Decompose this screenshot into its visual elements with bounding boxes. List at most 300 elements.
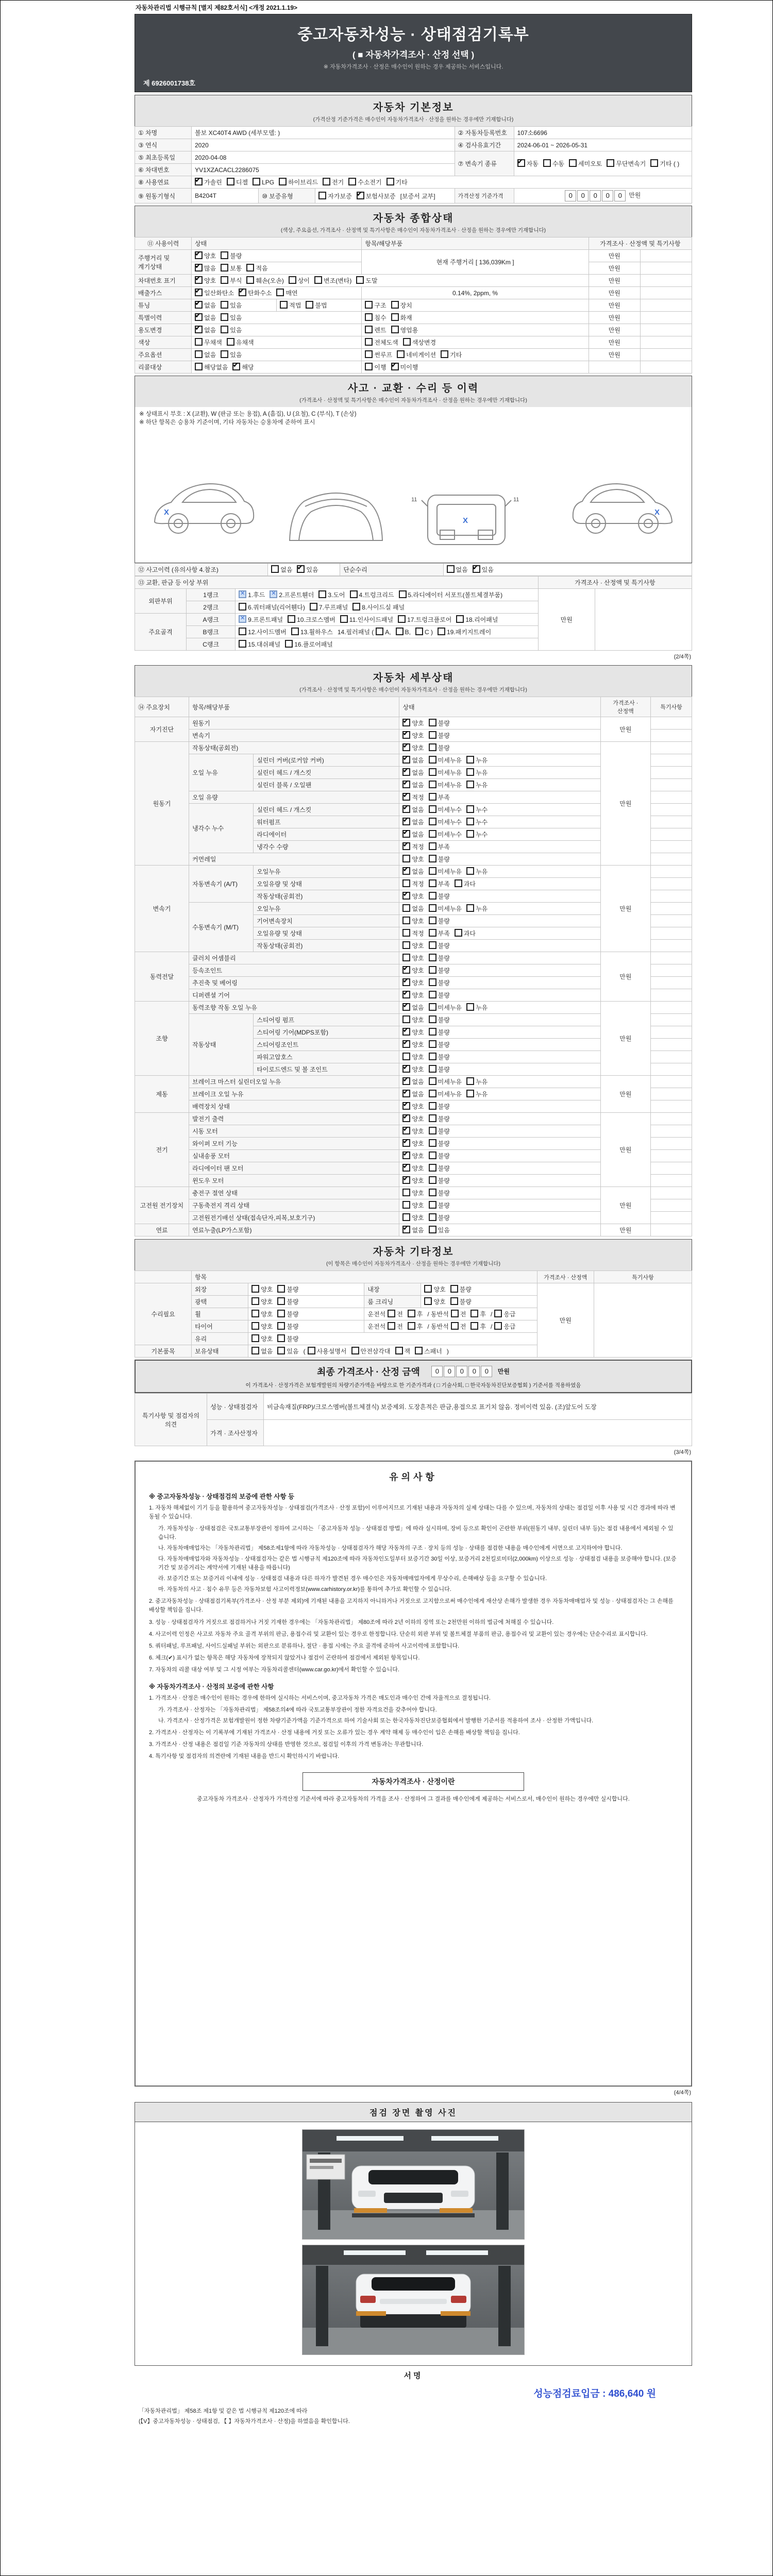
checkbox-option[interactable] xyxy=(221,276,242,285)
notice-line: 5. 쿼터패널, 루프패널, 사이드실패널 부위는 외판으로 분류하나, 절단 · 용접 시에는 주요 골격에 준하여 사고이력에 포함합니다. xyxy=(149,1642,460,1649)
checkbox-icon xyxy=(415,1347,423,1354)
checkbox-option[interactable] xyxy=(402,805,424,814)
checkbox-option[interactable] xyxy=(569,159,602,168)
checkbox-option[interactable] xyxy=(270,590,314,599)
checkbox-icon xyxy=(607,159,614,167)
checkbox-option[interactable] xyxy=(277,1285,298,1294)
checkbox-icon xyxy=(195,264,203,272)
section-title: 자동차 세부상태 xyxy=(373,672,454,684)
checkbox-option[interactable] xyxy=(277,1347,298,1355)
checkbox-option[interactable] xyxy=(221,264,242,273)
checkbox-option[interactable] xyxy=(297,565,318,574)
notice-line: 3. 가격조사 · 산정 내용은 점검일 기준 자동차의 상태를 반영한 것으로, 점검일 이후의 가격 변동과는 무관합니다. xyxy=(149,1741,424,1748)
checkbox-option[interactable] xyxy=(450,1285,472,1294)
checkbox-option[interactable] xyxy=(470,1310,486,1318)
checkbox-option[interactable] xyxy=(251,1297,273,1306)
checkbox-option[interactable] xyxy=(402,1201,424,1210)
checkbox-icon xyxy=(402,768,410,776)
checkbox-option[interactable] xyxy=(424,1297,445,1306)
checkbox-option[interactable] xyxy=(402,731,424,740)
checkbox-option[interactable] xyxy=(195,178,222,187)
checkbox-option[interactable] xyxy=(403,338,436,347)
checkbox-option[interactable] xyxy=(391,326,418,334)
checkbox-option[interactable] xyxy=(466,830,488,839)
checkbox-option[interactable] xyxy=(429,917,450,925)
checkbox-option[interactable] xyxy=(227,178,248,187)
checkbox-icon xyxy=(221,276,228,284)
checkbox-option[interactable] xyxy=(365,301,386,310)
checkbox-option[interactable] xyxy=(429,966,450,975)
checkbox-option[interactable] xyxy=(388,1310,403,1318)
checkbox-option[interactable] xyxy=(415,1347,442,1355)
checkbox-option[interactable] xyxy=(251,1322,273,1331)
item-label: 기어변속장치 xyxy=(254,915,399,927)
checkbox-option[interactable] xyxy=(308,1347,347,1355)
price-digit: 0 xyxy=(590,190,601,201)
checkbox-icon xyxy=(429,830,436,838)
rankC-panel-options xyxy=(236,638,539,651)
checkbox-option[interactable] xyxy=(466,1003,488,1012)
checkbox-option[interactable] xyxy=(650,159,679,168)
checkbox-option[interactable] xyxy=(438,628,491,636)
checkbox-option[interactable] xyxy=(466,904,488,913)
checkbox-icon xyxy=(340,615,348,623)
checkbox-option[interactable] xyxy=(195,276,216,285)
checkbox-option[interactable] xyxy=(402,842,424,851)
checkbox-option[interactable] xyxy=(402,1040,424,1049)
checkbox-option[interactable] xyxy=(239,615,283,624)
checkbox-option[interactable] xyxy=(402,1226,424,1234)
checkbox-option[interactable] xyxy=(306,301,327,310)
checkbox-icon xyxy=(306,301,313,309)
checkbox-option[interactable] xyxy=(221,251,242,260)
checkbox-option[interactable] xyxy=(227,338,254,347)
option-label: 양호 xyxy=(204,252,216,260)
checkbox-option[interactable] xyxy=(408,1322,423,1331)
checkbox-option[interactable] xyxy=(429,1065,450,1074)
status-options xyxy=(399,1175,600,1187)
item-label: 냉각수 수량 xyxy=(254,841,399,853)
checkbox-option[interactable] xyxy=(429,1176,450,1185)
checkbox-option[interactable] xyxy=(429,879,450,888)
checkbox-option[interactable] xyxy=(402,756,424,765)
checkbox-option[interactable] xyxy=(323,178,344,187)
checkbox-option[interactable] xyxy=(429,1114,450,1123)
checkbox-option[interactable] xyxy=(402,1127,424,1136)
checkbox-option[interactable] xyxy=(402,867,424,876)
checkbox-option[interactable] xyxy=(365,363,386,371)
checkbox-option[interactable] xyxy=(277,1334,298,1343)
checkbox-option[interactable] xyxy=(429,1028,450,1037)
checkbox-option[interactable] xyxy=(429,892,450,901)
checkbox-option[interactable] xyxy=(397,350,436,359)
checkbox-icon xyxy=(376,628,383,635)
checkbox-option[interactable] xyxy=(466,768,488,777)
checkbox-option[interactable] xyxy=(466,805,488,814)
checkbox-option[interactable] xyxy=(402,768,424,777)
checkbox-option[interactable] xyxy=(195,338,222,347)
checkbox-icon xyxy=(195,363,203,370)
checkbox-option[interactable] xyxy=(466,781,488,789)
part-number-label: 11 xyxy=(513,497,519,503)
checkbox-option[interactable] xyxy=(386,178,408,187)
checkbox-option[interactable] xyxy=(376,628,391,636)
checkbox-option[interactable] xyxy=(195,363,228,371)
checkbox-option[interactable] xyxy=(466,1077,488,1086)
status-options xyxy=(399,903,600,915)
checkbox-option[interactable] xyxy=(429,818,462,826)
checkbox-option[interactable] xyxy=(455,929,476,938)
checkbox-option[interactable] xyxy=(350,590,394,599)
checkbox-option[interactable] xyxy=(429,768,462,777)
checkbox-option[interactable] xyxy=(402,743,424,752)
checkbox-option[interactable] xyxy=(402,719,424,727)
option-label: 양호 xyxy=(261,1286,273,1293)
checkbox-option[interactable] xyxy=(424,1285,445,1294)
checkbox-option[interactable] xyxy=(402,892,424,901)
checkbox-option[interactable] xyxy=(429,781,462,789)
column-header: 항목 xyxy=(192,1271,537,1283)
option-label: 도말 xyxy=(365,277,378,284)
checkbox-option[interactable] xyxy=(402,904,424,913)
checkbox-option[interactable] xyxy=(277,1297,298,1306)
detail-row xyxy=(135,1187,692,1199)
checkbox-option[interactable] xyxy=(429,1226,450,1234)
checkbox-option[interactable] xyxy=(447,565,468,574)
checkbox-option[interactable] xyxy=(429,1015,450,1024)
checkbox-option[interactable] xyxy=(398,615,451,624)
checkbox-option[interactable] xyxy=(279,178,318,187)
option-label: 수소전기 xyxy=(358,179,382,186)
overall-state-table xyxy=(135,237,692,374)
checkbox-icon xyxy=(323,178,330,185)
remark-cell xyxy=(640,250,692,262)
checkbox-option[interactable] xyxy=(195,301,216,310)
checkbox-option[interactable] xyxy=(402,978,424,987)
checkbox-option[interactable] xyxy=(402,1102,424,1111)
checkbox-option[interactable] xyxy=(195,264,216,273)
checkbox-option[interactable] xyxy=(429,1139,450,1148)
checkbox-option[interactable] xyxy=(388,1322,403,1331)
checkbox-option[interactable] xyxy=(285,640,333,649)
option-label: 양호 xyxy=(412,955,424,962)
checkbox-option[interactable] xyxy=(470,1322,486,1331)
option-label: 자가보증 xyxy=(328,192,352,200)
checkbox-option[interactable] xyxy=(195,251,216,260)
checkbox-option[interactable] xyxy=(429,929,450,938)
table-row xyxy=(135,349,692,361)
checkbox-option[interactable] xyxy=(429,1090,462,1098)
checkbox-option[interactable] xyxy=(365,313,386,322)
checkbox-option[interactable] xyxy=(429,731,450,740)
option-label: 11.인사이드패널 xyxy=(349,616,394,623)
checkbox-option[interactable] xyxy=(402,1164,424,1173)
price-digit: 0 xyxy=(444,1366,455,1377)
option-label: 8.사이드실 패널 xyxy=(362,604,405,611)
checkbox-icon xyxy=(195,326,203,333)
checkbox-option[interactable] xyxy=(221,313,242,322)
notice-line: 다. 자동차매매업자와 자동차성능 · 상태점검자는 같은 법 시행규칙 제120조에 따라 자동차인도일부터 보증기간 30일 이상, 보증거리 2천킬로미터(2,000km) 이상으로 성능 · 상태점검 내용을 보증해야 합니다. (보증기간 및 보증거리는 계약서에 기재된 내용을 따릅니다) xyxy=(158,1556,677,1571)
checkbox-option[interactable] xyxy=(494,1322,515,1331)
price-cell: 만원 xyxy=(537,1283,594,1358)
table-row xyxy=(135,324,692,336)
remark-cell xyxy=(650,1014,692,1026)
option-label: 상이 xyxy=(297,277,310,284)
option-label: 부식 xyxy=(230,277,242,284)
checkbox-option[interactable] xyxy=(429,756,462,765)
checkbox-option[interactable] xyxy=(221,326,242,334)
checkbox-option[interactable] xyxy=(289,276,310,285)
checkbox-option[interactable] xyxy=(356,276,377,285)
checkbox-option[interactable] xyxy=(402,1114,424,1123)
checkbox-option[interactable] xyxy=(429,1102,450,1111)
checkbox-option[interactable] xyxy=(277,1322,298,1331)
section-overall-header xyxy=(135,206,692,237)
notice-section xyxy=(135,1461,692,2087)
checkbox-option[interactable] xyxy=(429,793,450,802)
checkbox-option[interactable] xyxy=(473,565,494,574)
checkbox-option[interactable] xyxy=(402,855,424,863)
checkbox-option[interactable] xyxy=(402,1065,424,1074)
option-label: 16.플로어패널 xyxy=(294,641,333,648)
checkbox-option[interactable] xyxy=(402,991,424,999)
checkbox-option[interactable] xyxy=(402,781,424,789)
checkbox-icon xyxy=(253,178,260,185)
checkbox-option[interactable] xyxy=(429,867,462,876)
special-type-options xyxy=(362,312,589,324)
checkbox-option[interactable] xyxy=(232,363,254,371)
checkbox-option[interactable] xyxy=(429,1040,450,1049)
exchange-mark-x: X xyxy=(164,508,170,517)
checkbox-option[interactable] xyxy=(195,350,216,359)
checkbox-option[interactable] xyxy=(391,301,412,310)
checkbox-option[interactable] xyxy=(429,719,450,727)
checkbox-option[interactable] xyxy=(251,1334,273,1343)
price-cell: 만원 xyxy=(589,287,640,299)
option-label: 적법 xyxy=(289,302,301,309)
checkbox-option[interactable] xyxy=(402,1003,424,1012)
checkbox-option[interactable] xyxy=(402,1151,424,1160)
checkbox-option[interactable] xyxy=(466,818,488,826)
checkbox-option[interactable] xyxy=(402,917,424,925)
checkbox-option[interactable] xyxy=(408,1310,423,1318)
checkbox-icon xyxy=(221,301,228,309)
checkbox-option[interactable] xyxy=(391,313,412,322)
option-label: 하이브리드 xyxy=(288,179,318,186)
checkbox-option[interactable] xyxy=(429,1164,450,1173)
checkbox-option[interactable] xyxy=(239,590,265,599)
checkbox-option[interactable] xyxy=(429,830,462,839)
option-label: 누유 xyxy=(476,757,488,764)
option-label: 양호 xyxy=(412,1016,424,1024)
checkbox-option[interactable] xyxy=(251,1310,273,1318)
checkbox-option[interactable] xyxy=(429,1053,450,1061)
checkbox-option[interactable] xyxy=(429,1151,450,1160)
interior-options xyxy=(421,1283,537,1296)
option-label: 과다 xyxy=(463,930,476,937)
checkbox-option[interactable] xyxy=(429,743,450,752)
checkbox-option[interactable] xyxy=(402,1189,424,1197)
checkbox-option[interactable] xyxy=(402,1028,424,1037)
checkbox-option[interactable] xyxy=(429,991,450,999)
checkbox-option[interactable] xyxy=(402,1213,424,1222)
checkbox-option[interactable] xyxy=(429,1127,450,1136)
checkbox-option[interactable] xyxy=(280,301,301,310)
checkbox-option[interactable] xyxy=(429,1189,450,1197)
option-label: 불량 xyxy=(438,1177,450,1184)
checkbox-option[interactable] xyxy=(288,615,335,624)
checkbox-option[interactable] xyxy=(253,178,274,186)
checkbox-option[interactable] xyxy=(246,264,267,273)
option-label: 미세누유 xyxy=(438,905,462,912)
checkbox-option[interactable] xyxy=(450,1297,472,1306)
checkbox-icon xyxy=(402,1040,410,1048)
remark-cell xyxy=(650,804,692,816)
checkbox-option[interactable] xyxy=(276,289,297,297)
checkbox-option[interactable] xyxy=(456,615,498,624)
section-title: 자동차 종합상태 xyxy=(373,213,454,224)
checkbox-option[interactable] xyxy=(402,793,424,802)
option-label: 누유 xyxy=(476,1004,488,1011)
option-label: 불량 xyxy=(287,1298,299,1306)
checkbox-option[interactable] xyxy=(455,879,476,888)
checkbox-option[interactable] xyxy=(348,178,381,187)
checkbox-option[interactable] xyxy=(318,590,345,599)
emission-options xyxy=(192,287,362,299)
checkbox-option[interactable] xyxy=(402,941,424,950)
checkbox-option[interactable] xyxy=(466,1090,488,1098)
option-label: 있음 xyxy=(230,351,242,359)
checkbox-icon xyxy=(357,192,364,199)
checkbox-option[interactable] xyxy=(402,1053,424,1061)
checkbox-option[interactable] xyxy=(429,1077,462,1086)
checkbox-option[interactable] xyxy=(195,326,216,334)
checkbox-option[interactable] xyxy=(402,879,424,888)
checkbox-option[interactable] xyxy=(221,350,242,359)
checkbox-option[interactable] xyxy=(391,363,418,371)
checkbox-option[interactable] xyxy=(271,565,292,574)
checkbox-option[interactable] xyxy=(318,192,351,200)
checkbox-icon xyxy=(429,1015,436,1023)
table-cell: 자동변속기 (A/T) xyxy=(189,866,254,903)
checkbox-option[interactable] xyxy=(402,1139,424,1148)
checkbox-option[interactable] xyxy=(365,350,392,359)
checkbox-option[interactable] xyxy=(195,313,216,322)
remark-cell xyxy=(640,299,692,312)
checkbox-icon xyxy=(239,640,246,648)
checkbox-option[interactable] xyxy=(251,1347,273,1355)
checkbox-option[interactable] xyxy=(429,1201,450,1210)
option-label: 양호 xyxy=(204,277,216,284)
checkbox-icon xyxy=(395,1347,403,1354)
option-label: 화재 xyxy=(400,314,412,321)
checkbox-option[interactable] xyxy=(395,1347,411,1355)
checkbox-option[interactable] xyxy=(246,276,283,285)
checkbox-option[interactable] xyxy=(310,603,348,612)
checkbox-icon xyxy=(227,178,234,185)
checkbox-option[interactable] xyxy=(402,1090,424,1098)
remark-cell xyxy=(650,1199,692,1212)
column-header: ⑪ 사용이력 xyxy=(135,238,192,250)
checkbox-option[interactable] xyxy=(402,1077,424,1086)
checkbox-option[interactable] xyxy=(340,615,393,624)
table-cell: 수동변속기 (M/T) xyxy=(189,903,254,952)
checkbox-option[interactable] xyxy=(402,818,424,826)
checkbox-option[interactable] xyxy=(429,842,450,851)
checkbox-option[interactable] xyxy=(277,1310,298,1318)
checkbox-icon xyxy=(239,603,246,611)
checkbox-option[interactable] xyxy=(429,904,462,913)
field-label: ⑩ 보증유형 xyxy=(259,189,315,204)
checkbox-option[interactable] xyxy=(221,301,242,310)
checkbox-option[interactable] xyxy=(451,1322,466,1331)
checkbox-icon xyxy=(221,326,228,333)
checkbox-option[interactable] xyxy=(399,590,503,599)
checkbox-option[interactable] xyxy=(415,628,433,636)
checkbox-option[interactable] xyxy=(239,640,280,649)
checkbox-option[interactable] xyxy=(429,855,450,863)
checkbox-icon xyxy=(424,1297,432,1305)
checkbox-icon xyxy=(402,842,410,850)
checkbox-option[interactable] xyxy=(195,289,234,297)
checkbox-option[interactable] xyxy=(429,954,450,962)
checkbox-option[interactable] xyxy=(402,966,424,975)
checkbox-option[interactable] xyxy=(402,1015,424,1024)
checkbox-option[interactable] xyxy=(451,1310,466,1318)
checkbox-option[interactable] xyxy=(396,628,411,636)
status-options xyxy=(399,816,600,828)
item-label: 추진축 및 베어링 xyxy=(189,977,399,989)
option-label: 보험사보증 xyxy=(365,192,396,200)
checkbox-option[interactable] xyxy=(429,941,450,950)
checkbox-option[interactable] xyxy=(429,1003,462,1012)
checkbox-option[interactable] xyxy=(352,603,405,612)
option-label: 미세누유 xyxy=(438,1078,462,1086)
option-label: 양호 xyxy=(412,1190,424,1197)
checkbox-option[interactable] xyxy=(291,628,333,636)
option-label: 양호 xyxy=(412,1153,424,1160)
checkbox-option[interactable] xyxy=(365,326,386,334)
checkbox-option[interactable] xyxy=(429,805,462,814)
checkbox-option[interactable] xyxy=(466,867,488,876)
checkbox-option[interactable] xyxy=(402,830,424,839)
checkbox-option[interactable] xyxy=(402,954,424,962)
checkbox-icon xyxy=(285,640,293,648)
checkbox-option[interactable] xyxy=(517,159,539,168)
checkbox-option[interactable] xyxy=(365,338,398,347)
checkbox-icon xyxy=(402,743,410,751)
checkbox-option[interactable] xyxy=(239,603,305,612)
checkbox-option[interactable] xyxy=(239,628,287,636)
checkbox-option[interactable] xyxy=(441,350,462,359)
checkbox-option[interactable] xyxy=(429,1213,450,1222)
checkbox-option[interactable] xyxy=(357,192,396,200)
checkbox-option[interactable] xyxy=(239,289,272,297)
checkbox-option[interactable] xyxy=(429,978,450,987)
checkbox-icon xyxy=(251,1285,259,1293)
wheel-options xyxy=(248,1308,364,1320)
checkbox-option[interactable] xyxy=(251,1285,273,1294)
checkbox-option[interactable] xyxy=(314,276,351,285)
checkbox-option[interactable] xyxy=(494,1310,515,1318)
checkbox-option[interactable] xyxy=(466,756,488,765)
checkbox-option[interactable] xyxy=(351,1347,391,1355)
checkbox-option[interactable] xyxy=(402,929,424,938)
checkbox-option[interactable] xyxy=(607,159,646,168)
checkbox-option[interactable] xyxy=(543,159,564,168)
checkbox-option[interactable] xyxy=(402,1176,424,1185)
option-label: 불량 xyxy=(438,1041,450,1048)
